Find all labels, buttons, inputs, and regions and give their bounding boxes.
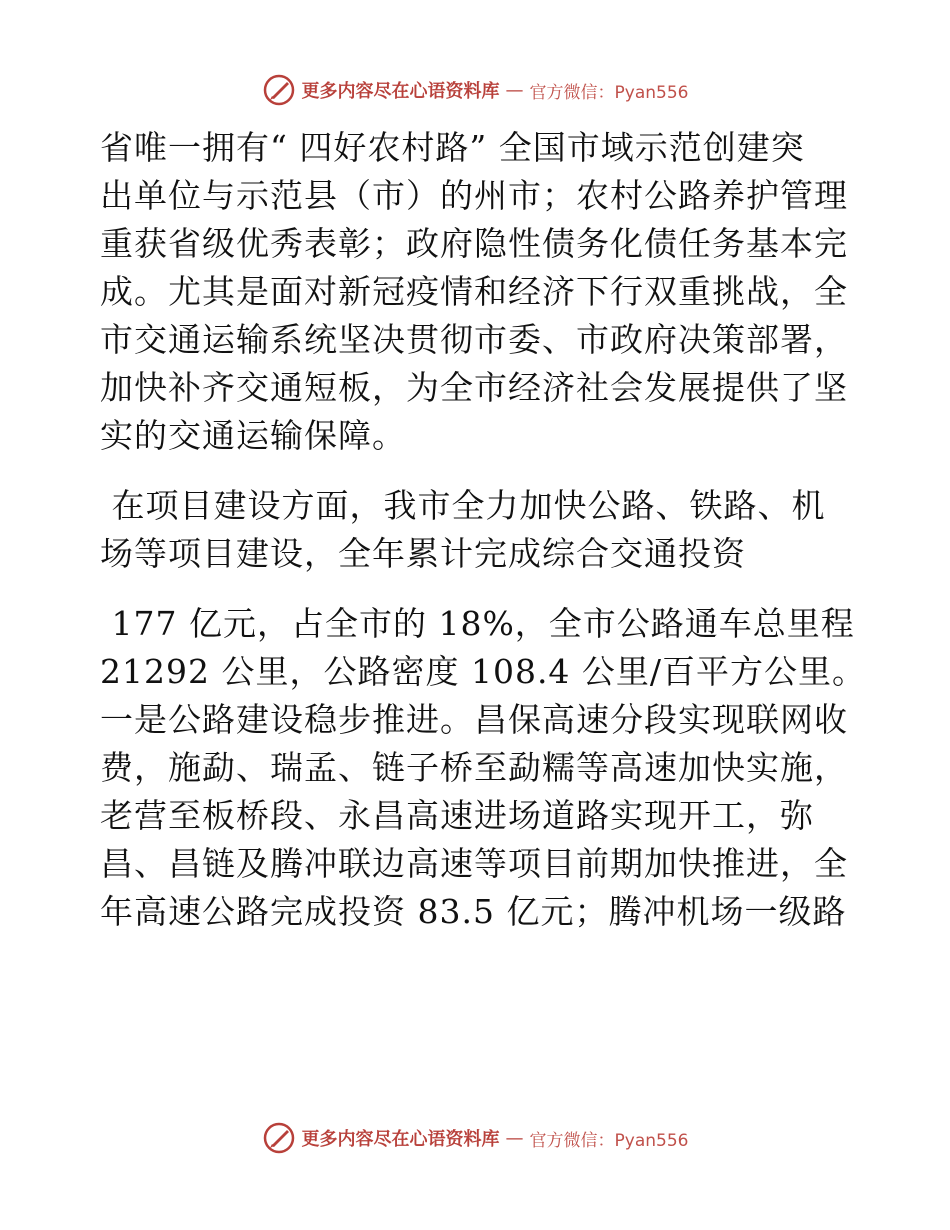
header-contact-text: 官方微信：Pyan556 bbox=[529, 82, 689, 103]
text-line: 省唯一拥有“ 四好农村路” 全国市域示范创建突 bbox=[100, 128, 805, 167]
text-line: 177 亿元，占全市的 18%，全市公路通车总里程 bbox=[100, 604, 855, 643]
text-line: 实的交通运输保障。 bbox=[100, 416, 406, 455]
text-line: 场等项目建设，全年累计完成综合交通投资 bbox=[100, 534, 746, 573]
paragraph-2 bbox=[100, 482, 860, 578]
text-line: 加快补齐交通短板，为全市经济社会发展提供了坚 bbox=[100, 368, 848, 407]
footer-contact-text: 官方微信：Pyan556 bbox=[529, 1130, 689, 1151]
text-line: 市交通运输系统坚决贯彻市委、市政府决策部署， bbox=[100, 320, 848, 359]
footer-brand-text: 更多内容尽在心语资料库 bbox=[301, 1129, 500, 1150]
text-line: 出单位与示范县（市）的州市；农村公路养护管理 bbox=[100, 176, 848, 215]
text-line: 一是公路建设稳步推进。昌保高速分段实现联网收 bbox=[100, 700, 848, 739]
text-line: 在项目建设方面，我市全力加快公路、铁路、机 bbox=[100, 486, 826, 525]
header-watermark-banner bbox=[0, 70, 950, 110]
text-line: 费，施勐、瑞孟、链子桥至勐糯等高速加快实施， bbox=[100, 748, 848, 787]
paragraph-1 bbox=[100, 124, 860, 460]
document-body bbox=[100, 124, 867, 936]
text-line: 成。尤其是面对新冠疫情和经济下行双重挑战，全 bbox=[100, 272, 848, 311]
footer-watermark-banner bbox=[0, 1118, 950, 1158]
footer-separator: — bbox=[505, 1127, 524, 1149]
text-line: 重获省级优秀表彰；政府隐性债务化债任务基本完 bbox=[100, 224, 848, 263]
text-line: 昌、昌链及腾冲联边高速等项目前期加快推进，全 bbox=[100, 844, 848, 883]
quill-pen-logo-icon bbox=[262, 1121, 296, 1155]
header-brand-text: 更多内容尽在心语资料库 bbox=[301, 81, 500, 102]
text-line: 21292 公里，公路密度 108.4 公里/百平方公里。 bbox=[100, 652, 867, 691]
text-line: 老营至板桥段、永昌高速进场道路实现开工，弥 bbox=[100, 796, 814, 835]
text-line: 年高速公路完成投资 83.5 亿元；腾冲机场一级路 bbox=[100, 892, 847, 931]
paragraph-3 bbox=[100, 600, 867, 936]
quill-pen-logo-icon bbox=[262, 73, 296, 107]
header-separator: — bbox=[505, 79, 524, 101]
